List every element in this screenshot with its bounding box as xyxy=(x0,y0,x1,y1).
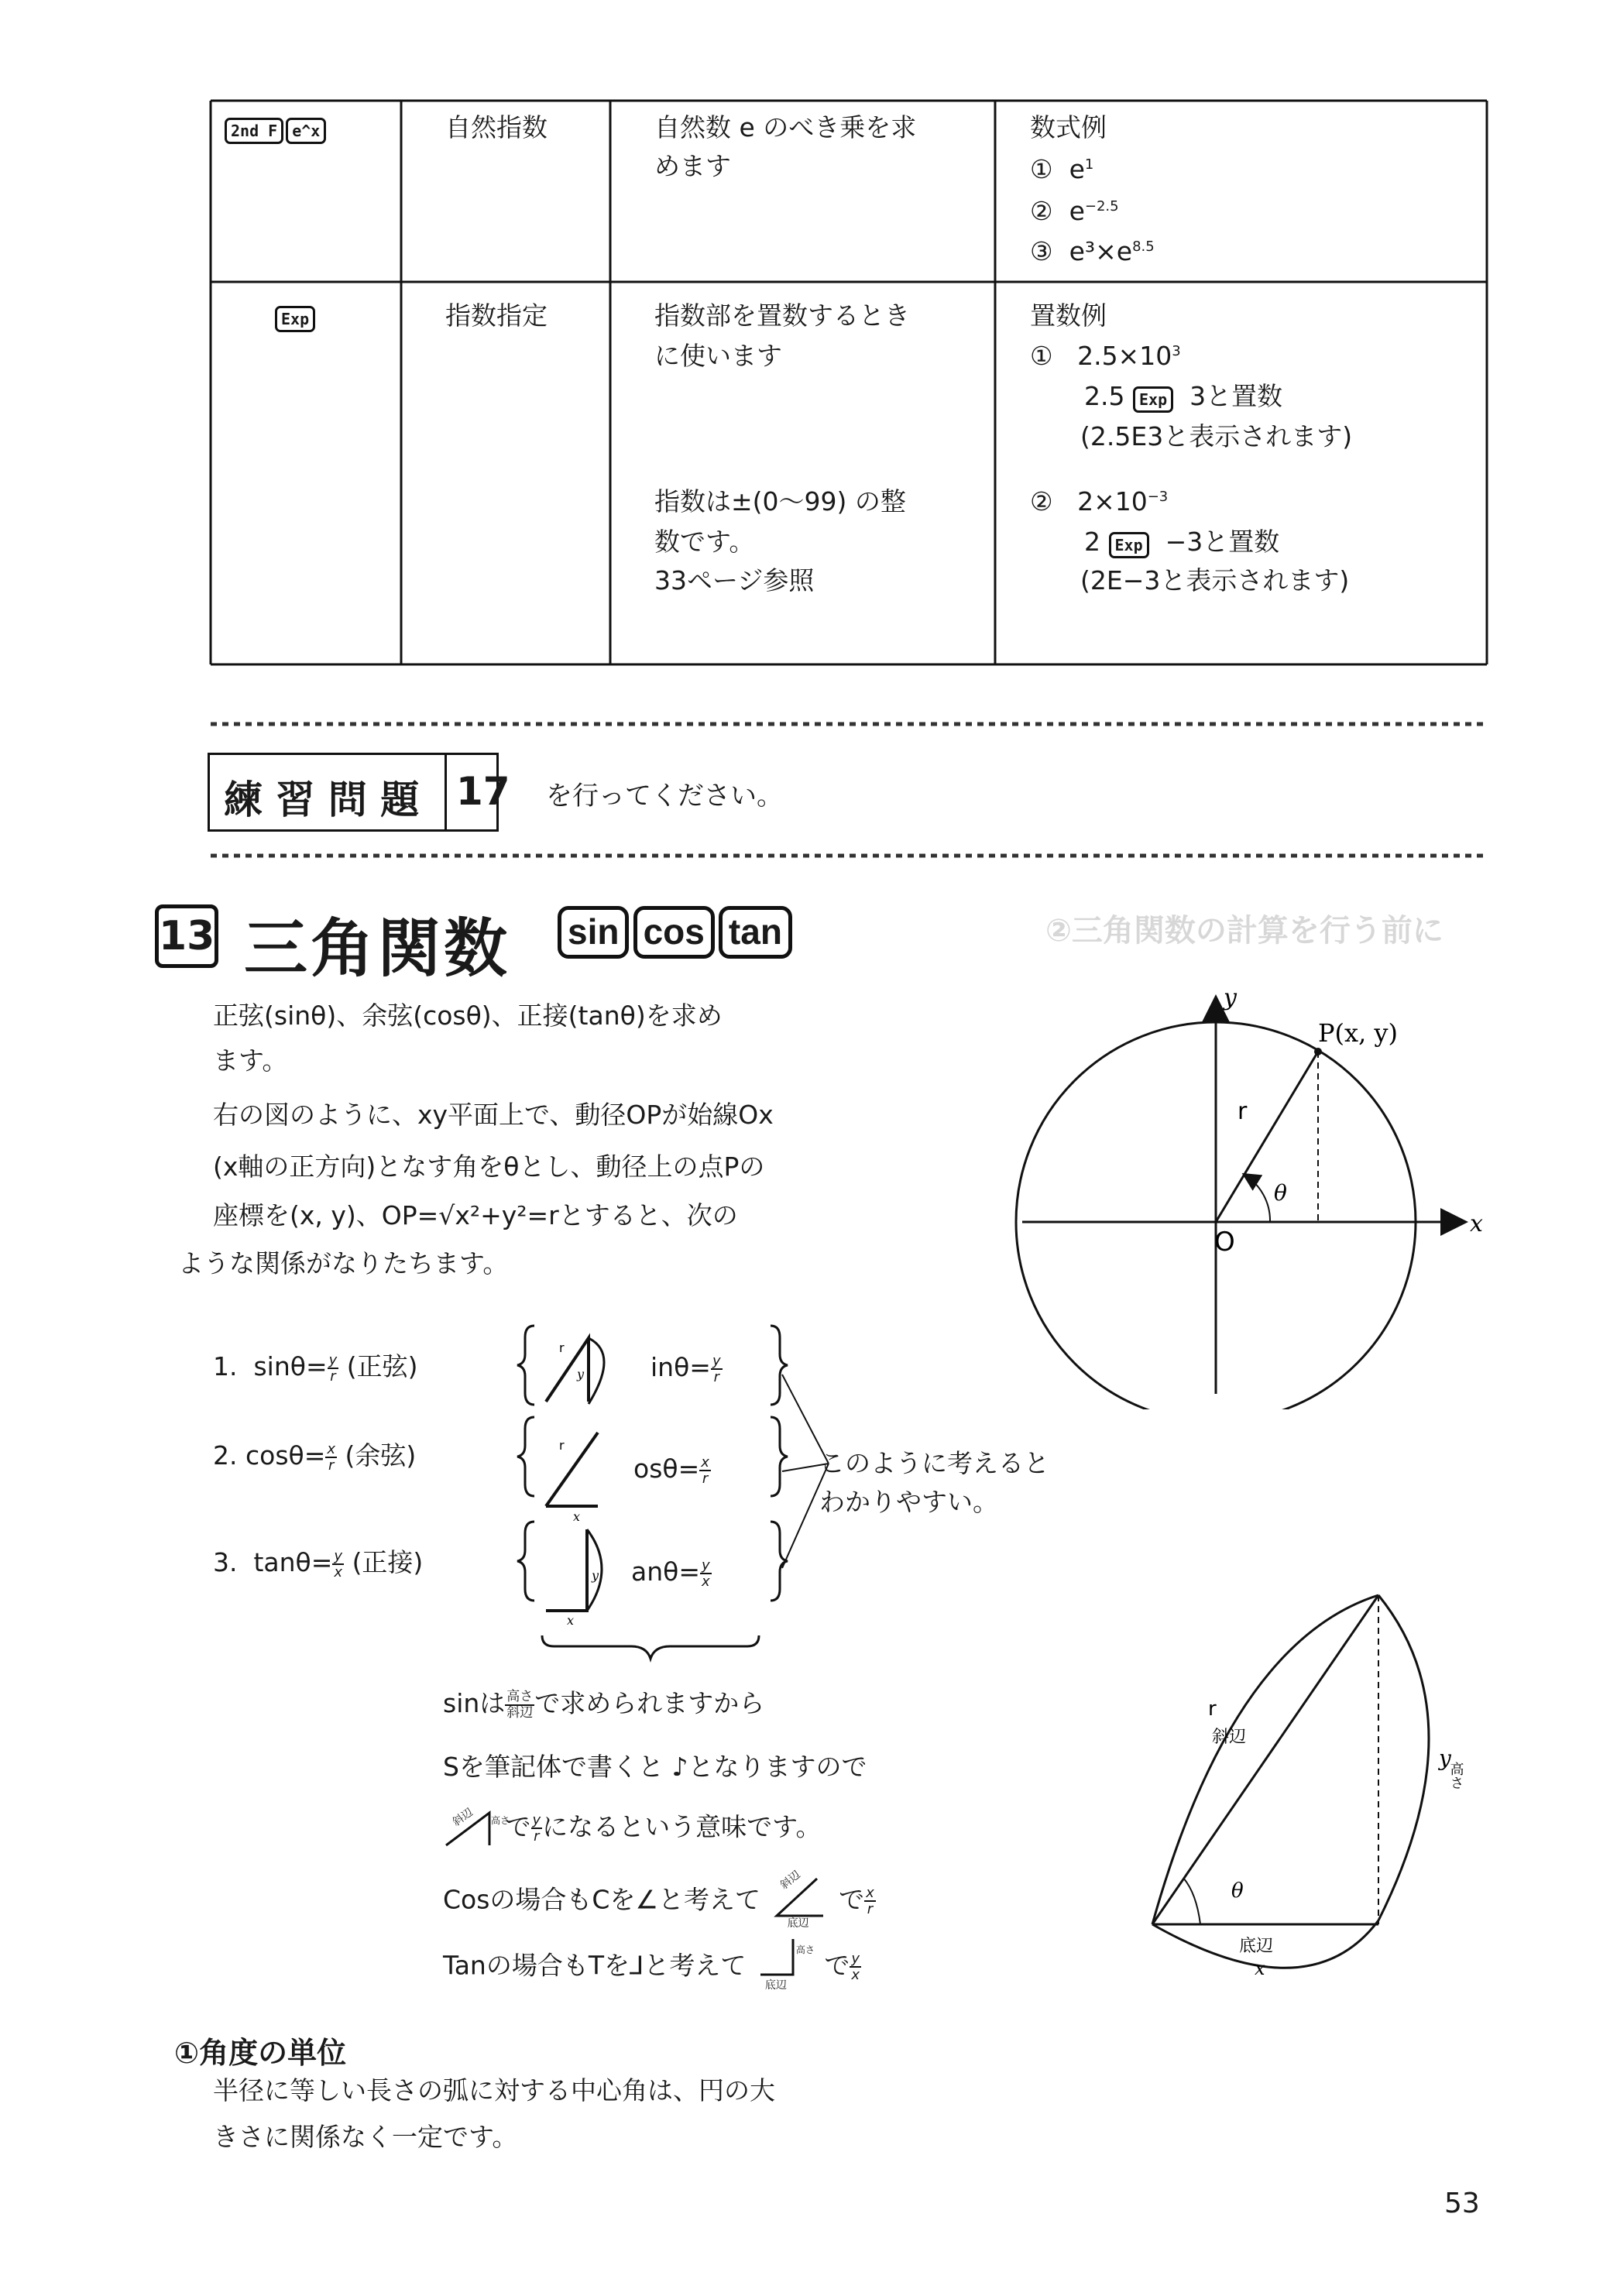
origin-label: O xyxy=(1214,1227,1235,1258)
function-desc-line: 指数部を置数するとき xyxy=(654,300,910,331)
section-keys xyxy=(558,906,792,959)
function-desc-line: 指数は±(0〜99) の整 xyxy=(654,486,906,517)
r-label: r xyxy=(1238,1098,1248,1125)
hint-line: わかりやすい。 xyxy=(819,1487,998,1517)
example-title: 置数例 xyxy=(1030,300,1107,331)
intro-line: ます。 xyxy=(213,1045,288,1076)
note-line-3: 斜辺 高さ で $\frac{y}{r}$ になるという意味です。 xyxy=(443,1808,822,1848)
r-label: r xyxy=(1208,1697,1217,1721)
formula-tan-rhs: anθ= $\frac{y}{x}$ xyxy=(631,1556,710,1590)
svg-text:r: r xyxy=(559,1340,565,1355)
intro-line: 右の図のように、xy平面上で、動径OPが始線Ox xyxy=(213,1100,774,1130)
tan-key-icon: tan xyxy=(719,906,792,959)
formula-sin: 1. sinθ= $\frac{y}{r}$ (正弦) xyxy=(213,1351,418,1385)
svg-text:y: y xyxy=(577,1367,585,1381)
arc-right xyxy=(1378,1595,1429,1920)
sin-triangle-icon: 斜辺 高さ xyxy=(443,1808,497,1848)
svg-text:y: y xyxy=(592,1568,599,1583)
formula-tan: 3. tanθ= $\frac{y}{x}$ (正接) xyxy=(213,1547,424,1580)
unit-circle-figure xyxy=(1007,976,1502,1409)
cos-key-icon: cos xyxy=(633,906,715,959)
example-item: ② $e^{-2.5}$ xyxy=(1030,196,1119,226)
x-label: x xyxy=(1470,1210,1483,1237)
tan-angle-icon: 高さ 底辺 xyxy=(754,1936,816,1998)
sin-key-icon: sin xyxy=(558,906,629,959)
hint-line: このように考えると xyxy=(819,1448,1049,1478)
intro-line: ような関係がなりたちます。 xyxy=(178,1248,509,1278)
exercise-text: を行ってください。 xyxy=(546,781,783,812)
hypotenuse-line xyxy=(1152,1595,1378,1924)
p-label: P(x, y) xyxy=(1318,1018,1398,1048)
example-item: ③ $e^3\times e^{8.5}$ xyxy=(1030,236,1155,266)
key-ex: e^x xyxy=(286,118,326,144)
note-line-2: Sを筆記体で書くと ♪となりますので xyxy=(443,1752,867,1782)
function-desc-line: に使います xyxy=(654,341,782,371)
function-desc-line: 自然数 e のべき乗を求 xyxy=(654,112,917,142)
note-line-4: Cosの場合もCを∠と考えて 斜辺 底辺 で $\frac{x}{r}$ xyxy=(443,1868,874,1930)
example-item: ① $2.5\times 10^3$ xyxy=(1030,341,1181,371)
formula-cos: 2. cosθ= $\frac{x}{r}$ (余弦) xyxy=(213,1440,417,1474)
theta-label: θ xyxy=(1231,1879,1244,1903)
note-line-5: Tanの場合もTを⅃と考えて 高さ 底辺 で $\frac{y}{x}$ xyxy=(443,1936,861,1998)
example-item: ① $e^1$ xyxy=(1030,154,1094,184)
subsection-body-line: 半径に等しい長さの弧に対する中心角は、円の大 xyxy=(213,2075,775,2106)
example-display: (2E−3と表示されます) xyxy=(1080,565,1350,595)
page-number: 53 xyxy=(1444,2188,1480,2219)
function-name: 自然指数 xyxy=(445,112,548,142)
angle-arc xyxy=(1183,1878,1200,1924)
svg-text:x: x xyxy=(567,1613,575,1628)
exercise-number: 17 xyxy=(456,769,510,814)
section-title: 三角関数 xyxy=(244,912,511,986)
note-line-1: sinは $\frac{\text{高さ}}{\text{斜辺}}$ で求められますから xyxy=(443,1688,765,1721)
function-name: 指数指定 xyxy=(445,300,548,331)
example-title: 数式例 xyxy=(1030,112,1107,142)
function-desc-line: めます xyxy=(654,151,731,181)
intro-line: 座標を(x, y)、OP=√x²+y²=rとすると、次の xyxy=(213,1200,738,1230)
y-label: y xyxy=(1224,984,1237,1011)
formula-cos-rhs: osθ= $\frac{x}{r}$ xyxy=(633,1453,709,1487)
angle-arc xyxy=(1244,1175,1270,1222)
example-input: 2 Exp −3と置数 xyxy=(1084,527,1280,557)
point-p xyxy=(1314,1048,1322,1055)
radius-op xyxy=(1216,1052,1318,1222)
height-y-label: y xyxy=(1439,1745,1451,1771)
section-number: 13 xyxy=(155,904,218,968)
subsection-body-line: きさに関係なく一定です。 xyxy=(213,2122,518,2152)
subsection-title: ①角度の単位 xyxy=(174,2036,347,2070)
base-label: 底辺 xyxy=(1239,1937,1274,1956)
svg-text:x: x xyxy=(573,1509,581,1524)
function-desc-line: 数です。 xyxy=(654,527,755,557)
key-2ndf-ex xyxy=(225,112,326,144)
theta-label: θ xyxy=(1274,1180,1287,1206)
bleed-through-text: ②三角関数の計算を行う前に xyxy=(1045,913,1444,949)
exercise-box xyxy=(208,753,510,832)
example-item: ② $2\times 10^{-3}$ xyxy=(1030,486,1169,517)
x-label: x xyxy=(1255,1958,1265,1979)
function-desc-line: 33ページ参照 xyxy=(654,565,815,595)
formula-sin-rhs: inθ= $\frac{y}{r}$ xyxy=(651,1352,721,1385)
right-triangle-figure xyxy=(1115,1580,1479,1982)
hyp-label: 斜辺 xyxy=(1212,1728,1247,1747)
cos-angle-icon: 斜辺 底辺 xyxy=(769,1874,831,1928)
key-2ndf: 2nd F xyxy=(225,118,283,144)
exercise-label: 練 習 問 題 xyxy=(224,777,420,822)
example-input: 2.5 Exp 3と置数 xyxy=(1084,381,1283,411)
intro-line: (x軸の正方向)となす角をθとし、動径上の点Pの xyxy=(213,1151,765,1182)
height-label: 高さ xyxy=(1447,1762,1464,1790)
example-display: (2.5E3と表示されます) xyxy=(1080,421,1353,451)
key-exp: Exp xyxy=(275,300,315,332)
svg-text:r: r xyxy=(559,1438,565,1453)
intro-line: 正弦(sinθ)、余弦(cosθ)、正接(tanθ)を求め xyxy=(213,1000,723,1031)
